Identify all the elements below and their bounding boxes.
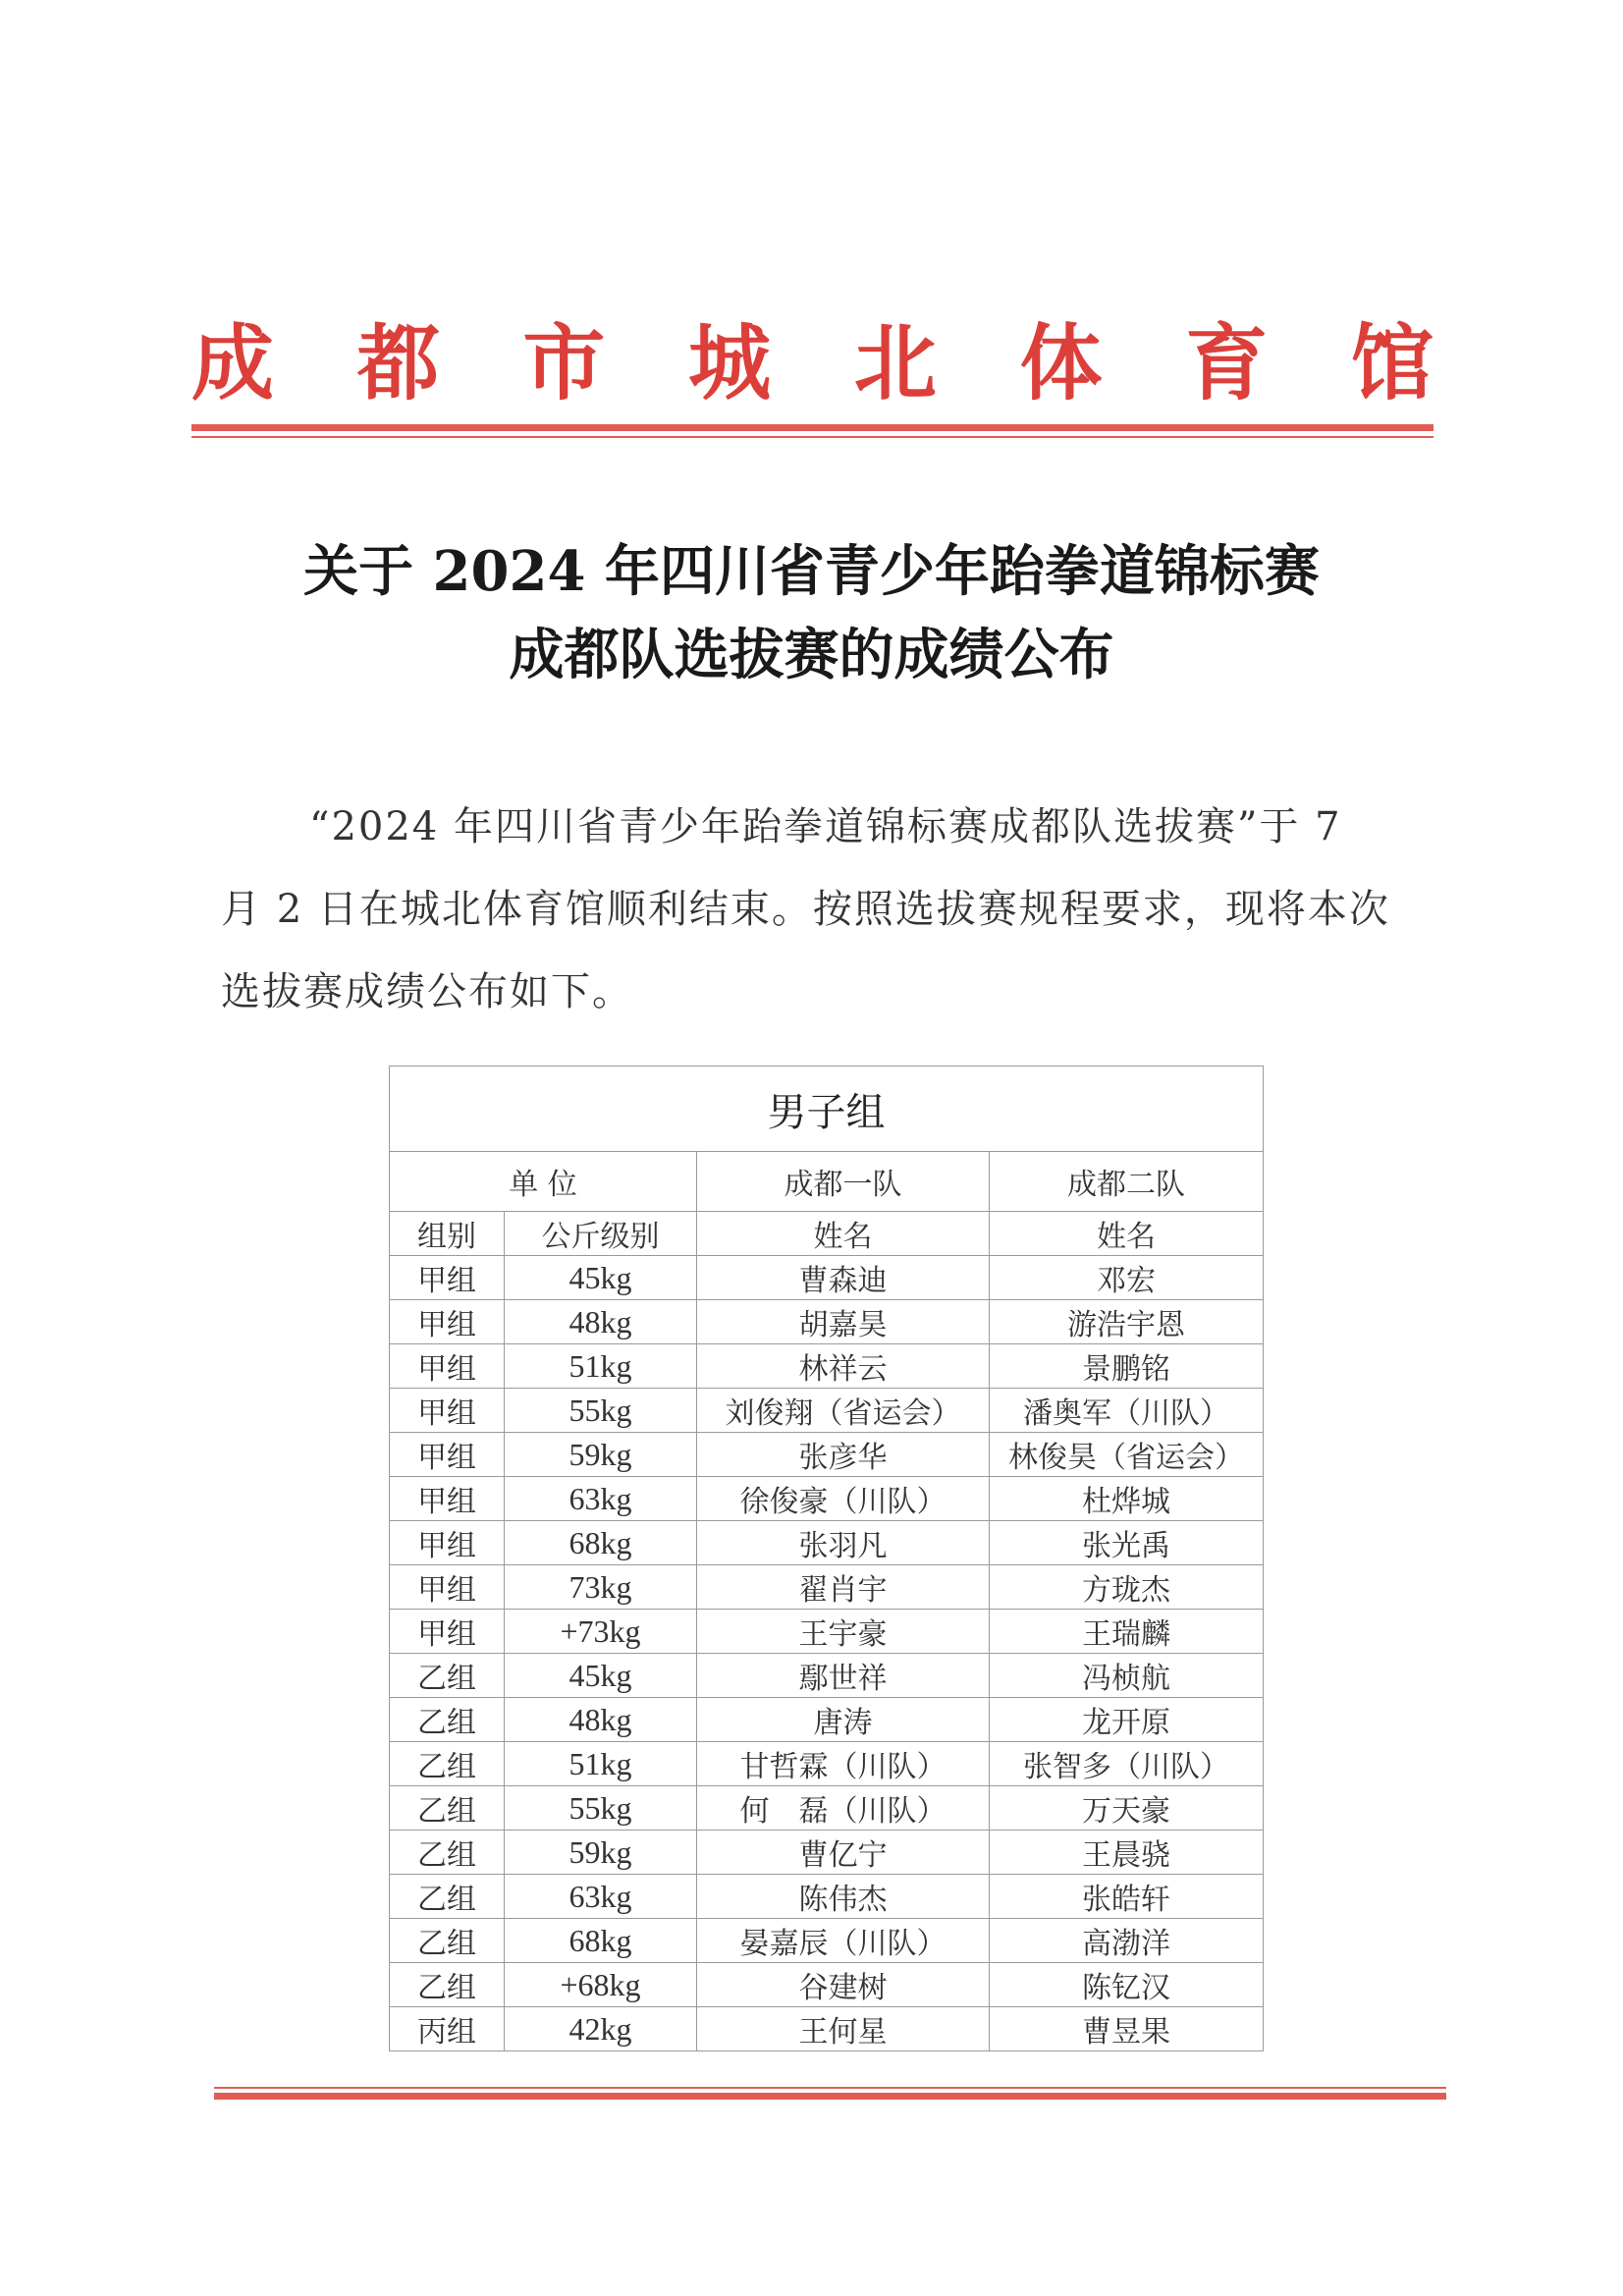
table-row [390, 1919, 1264, 1963]
column-header-group: 组别 [390, 1212, 505, 1256]
letterhead-char: 馆 [1350, 314, 1434, 411]
cell-team2-name: 龙开原 [990, 1698, 1264, 1742]
cell-group: 甲组 [390, 1300, 505, 1344]
cell-weight: 45kg [505, 1256, 697, 1300]
cell-team2-name: 张光禹 [990, 1521, 1264, 1565]
cell-team1-name: 唐涛 [697, 1698, 990, 1742]
body-line: 月 2 日在城北体育馆顺利结束。按照选拔赛规程要求，现将本次 [221, 887, 1390, 932]
team2-header: 成都二队 [990, 1152, 1264, 1212]
cell-weight: 68kg [505, 1919, 697, 1963]
footer-rule-thin [214, 2087, 1446, 2089]
header-rule-thick [191, 424, 1434, 431]
table-row [390, 1521, 1264, 1565]
cell-group: 甲组 [390, 1389, 505, 1433]
cell-team1-name: 何 磊（川队） [697, 1786, 990, 1831]
cell-team1-name: 陈伟杰 [697, 1875, 990, 1919]
cell-team1-name: 王宇豪 [697, 1610, 990, 1654]
cell-weight: 51kg [505, 1344, 697, 1389]
table-row [390, 1256, 1264, 1300]
table-row [390, 2007, 1264, 2051]
cell-group: 甲组 [390, 1610, 505, 1654]
document-title-line2: 成都队选拔赛的成绩公布 [509, 623, 1114, 687]
cell-team1-name: 甘哲霖（川队） [697, 1742, 990, 1786]
cell-team1-name: 胡嘉昊 [697, 1300, 990, 1344]
footer-rule-thick [214, 2093, 1446, 2100]
cell-group: 乙组 [390, 1742, 505, 1786]
cell-group: 乙组 [390, 1963, 505, 2007]
cell-team2-name: 游浩宇恩 [990, 1300, 1264, 1344]
cell-team1-name: 谷建树 [697, 1963, 990, 2007]
cell-team2-name: 冯桢航 [990, 1654, 1264, 1698]
cell-weight: 48kg [505, 1300, 697, 1344]
results-table [389, 1066, 1264, 2051]
cell-group: 甲组 [390, 1433, 505, 1477]
cell-group: 乙组 [390, 1875, 505, 1919]
cell-team2-name: 高渤洋 [990, 1919, 1264, 1963]
table-row [390, 1610, 1264, 1654]
group-title: 男子组 [390, 1066, 1264, 1152]
document-title-line1: 关于 2024 年四川省青少年跆拳道锦标赛 [303, 539, 1320, 604]
cell-weight: 73kg [505, 1565, 697, 1610]
table-row [390, 1300, 1264, 1344]
cell-group: 甲组 [390, 1256, 505, 1300]
cell-team2-name: 杜烨城 [990, 1477, 1264, 1521]
letterhead-char: 城 [688, 314, 772, 411]
cell-team1-name: 曹森迪 [697, 1256, 990, 1300]
letterhead-char: 育 [1185, 314, 1269, 411]
cell-group: 丙组 [390, 2007, 505, 2051]
cell-weight: 48kg [505, 1698, 697, 1742]
cell-team1-name: 王何星 [697, 2007, 990, 2051]
cell-group: 乙组 [390, 1698, 505, 1742]
cell-group: 甲组 [390, 1477, 505, 1521]
cell-weight: 68kg [505, 1521, 697, 1565]
cell-team1-name: 曹亿宁 [697, 1831, 990, 1875]
cell-weight: +73kg [505, 1610, 697, 1654]
letterhead-char: 都 [356, 314, 440, 411]
header-rule-thin [191, 436, 1434, 438]
cell-team2-name: 景鹏铭 [990, 1344, 1264, 1389]
table-row [390, 1831, 1264, 1875]
body-paragraph [221, 786, 1434, 1033]
cell-group: 乙组 [390, 1786, 505, 1831]
table-row [390, 1477, 1264, 1521]
table-row [390, 1433, 1264, 1477]
cell-team2-name: 邓宏 [990, 1256, 1264, 1300]
cell-team2-name: 陈钇汉 [990, 1963, 1264, 2007]
table-row [390, 1742, 1264, 1786]
cell-team2-name: 潘奥军（川队） [990, 1389, 1264, 1433]
cell-weight: 42kg [505, 2007, 697, 2051]
results-body [390, 1256, 1264, 2051]
letterhead-char: 市 [522, 314, 606, 411]
column-header-name1: 姓名 [697, 1212, 990, 1256]
team1-header: 成都一队 [697, 1152, 990, 1212]
cell-team2-name: 方珑杰 [990, 1565, 1264, 1610]
cell-group: 甲组 [390, 1344, 505, 1389]
table-row [390, 1344, 1264, 1389]
cell-team1-name: 张羽凡 [697, 1521, 990, 1565]
cell-team1-name: 刘俊翔（省运会） [697, 1389, 990, 1433]
cell-team1-name: 林祥云 [697, 1344, 990, 1389]
body-line: “2024 年四川省青少年跆拳道锦标赛成都队选拔赛”于 7 [309, 804, 1342, 849]
table-row [390, 1786, 1264, 1831]
cell-group: 甲组 [390, 1565, 505, 1610]
unit-header: 单 位 [390, 1152, 697, 1212]
cell-team2-name: 林俊昊（省运会） [990, 1433, 1264, 1477]
cell-weight: 63kg [505, 1477, 697, 1521]
body-line: 选拔赛成绩公布如下。 [221, 969, 633, 1014]
cell-weight: 55kg [505, 1389, 697, 1433]
table-row [390, 1565, 1264, 1610]
cell-group: 乙组 [390, 1919, 505, 1963]
cell-team1-name: 翟肖宇 [697, 1565, 990, 1610]
cell-team1-name: 鄢世祥 [697, 1654, 990, 1698]
cell-weight: +68kg [505, 1963, 697, 2007]
table-row [390, 1654, 1264, 1698]
letterhead-char: 北 [853, 314, 937, 411]
table-row [390, 1875, 1264, 1919]
cell-weight: 51kg [505, 1742, 697, 1786]
cell-team2-name: 曹昱果 [990, 2007, 1264, 2051]
cell-weight: 59kg [505, 1831, 697, 1875]
cell-team2-name: 王瑞麟 [990, 1610, 1264, 1654]
cell-weight: 59kg [505, 1433, 697, 1477]
cell-team1-name: 徐俊豪（川队） [697, 1477, 990, 1521]
column-header-weight: 公斤级别 [505, 1212, 697, 1256]
table-row [390, 1389, 1264, 1433]
cell-weight: 55kg [505, 1786, 697, 1831]
cell-team1-name: 晏嘉辰（川队） [697, 1919, 990, 1963]
cell-weight: 45kg [505, 1654, 697, 1698]
cell-team1-name: 张彦华 [697, 1433, 990, 1477]
cell-weight: 63kg [505, 1875, 697, 1919]
column-header-name2: 姓名 [990, 1212, 1264, 1256]
cell-team2-name: 万天豪 [990, 1786, 1264, 1831]
cell-team2-name: 张皓轩 [990, 1875, 1264, 1919]
letterhead-char: 成 [191, 314, 275, 411]
table-row [390, 1698, 1264, 1742]
cell-group: 乙组 [390, 1831, 505, 1875]
cell-group: 乙组 [390, 1654, 505, 1698]
letterhead-char: 体 [1019, 314, 1103, 411]
cell-team2-name: 张智多（川队） [990, 1742, 1264, 1786]
table-row [390, 1963, 1264, 2007]
letterhead [191, 309, 1434, 417]
cell-group: 甲组 [390, 1521, 505, 1565]
cell-team2-name: 王晨骁 [990, 1831, 1264, 1875]
